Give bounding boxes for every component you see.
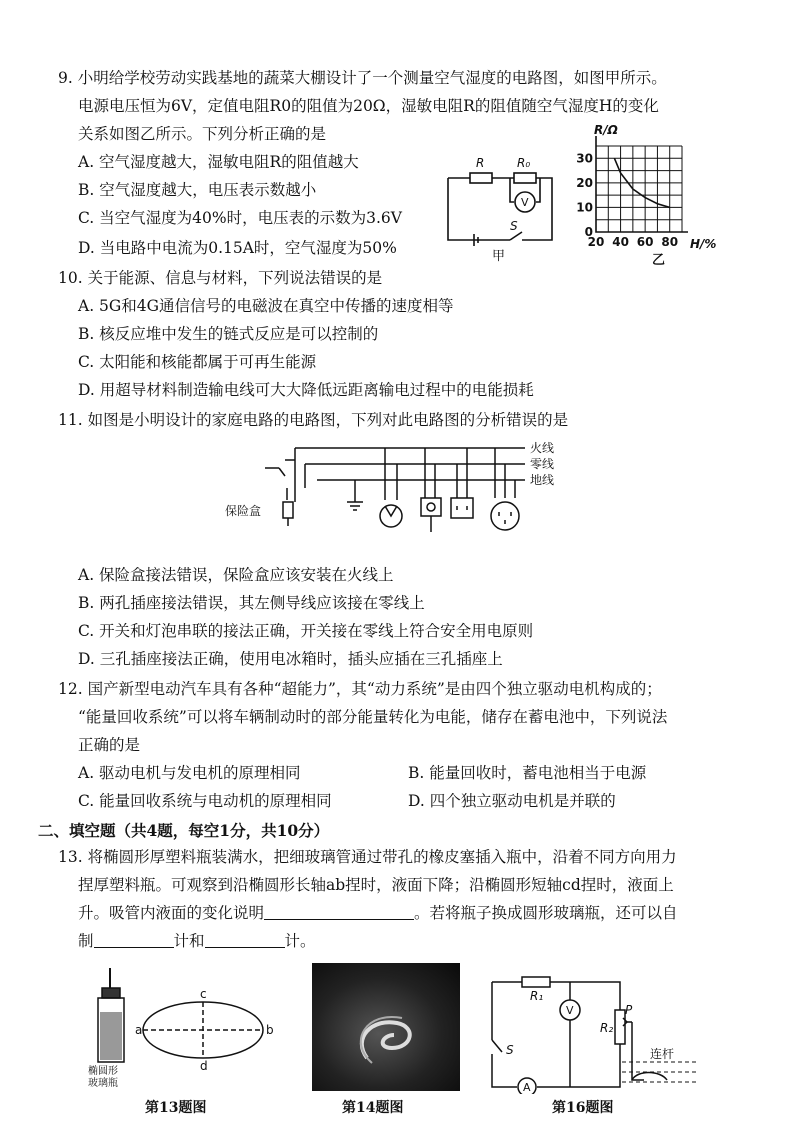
q11-option-b: B. 两孔插座接法错误，其左侧导线应该接在零线上 bbox=[78, 594, 425, 612]
x-tick-40: 40 bbox=[612, 235, 629, 249]
q10-option-d: D. 用超导材料制造输电线可大大降低远距离输电过程中的电能损耗 bbox=[78, 381, 534, 399]
float-icon bbox=[632, 1073, 667, 1081]
q9-circuit-figure bbox=[440, 150, 570, 265]
label-a: a bbox=[135, 1023, 143, 1037]
q9-option-a: A. 空气湿度越大，湿敏电阻R的阻值越大 bbox=[78, 153, 359, 171]
q9-line2: 电源电压恒为6V，定值电阻R0的阻值为20Ω，湿敏电阻R的阻值随空气湿度H的变化 bbox=[78, 97, 659, 115]
q9-option-d: D. 当电路中电流为0.15A时，空气湿度为50% bbox=[78, 239, 397, 257]
x-tick-20: 20 bbox=[587, 235, 605, 249]
q13-blank-1[interactable] bbox=[264, 904, 414, 920]
x-tick-60: 60 bbox=[636, 235, 654, 249]
label-r1: R₁ bbox=[530, 989, 544, 1003]
q11-option-c: C. 开关和灯泡串联的接法正确，开关接在零线上符合安全用电原则 bbox=[78, 622, 534, 640]
label-bottle-2: 玻璃瓶 bbox=[88, 1078, 118, 1089]
y-tick-30: 30 bbox=[576, 151, 593, 166]
q13-line3-text-a: 升。吸管内液面的变化说明 bbox=[78, 904, 265, 922]
label-r: R bbox=[476, 156, 485, 170]
q13-line3 bbox=[78, 903, 678, 923]
q12-line1: 12. 国产新型电动汽车具有各种“超能力”，其“动力系统”是由四个独立驱动电机构成的； bbox=[58, 680, 662, 698]
q11-option-d: D. 三孔插座接法正确，使用电冰箱时，插头应插在三孔插座上 bbox=[78, 650, 503, 668]
caption-fig14: 第14题图 bbox=[342, 1100, 404, 1116]
label-v: V bbox=[521, 196, 529, 209]
label-ground-wire: 地线 bbox=[530, 473, 555, 487]
label-v: V bbox=[566, 1004, 574, 1017]
label-bottle-1: 椭圆形 bbox=[88, 1066, 118, 1077]
caption-fig13: 第13题图 bbox=[145, 1100, 207, 1116]
resistor-r bbox=[470, 173, 492, 183]
caption-fig16: 第16题图 bbox=[552, 1100, 614, 1116]
rheostat-r2 bbox=[615, 1010, 625, 1044]
switch-left bbox=[265, 468, 285, 476]
section-2-heading: 二、填空题（共4题，每空1分，共10分） bbox=[38, 821, 330, 840]
y-tick-20: 20 bbox=[576, 175, 593, 190]
q11-stem: 11. 如图是小明设计的家庭电路的电路图，下列对此电路图的分析错误的是 bbox=[58, 411, 569, 429]
q10-option-a: A. 5G和4G通信信号的电磁波在真空中传播的速度相等 bbox=[78, 297, 454, 315]
three-pin-socket bbox=[491, 502, 519, 530]
x-tick-80: 80 bbox=[661, 235, 679, 249]
chart-axes bbox=[596, 136, 688, 232]
label-neutral-wire: 零线 bbox=[530, 457, 555, 471]
q13-line2: 捏厚塑料瓶。可观察到沿椭圆形长轴ab捏时，液面下降；沿椭圆形短轴cd捏时，液面上 bbox=[78, 876, 674, 894]
two-pin-socket bbox=[451, 498, 473, 518]
q9-line1: 9. 小明给学校劳动实践基地的蔬菜大棚设计了一个测量空气湿度的电路图，如图甲所示。 bbox=[58, 69, 667, 87]
q13-line4-text-a: 制 bbox=[78, 932, 94, 950]
q13-figure bbox=[88, 960, 278, 1095]
y-tick-0: 0 bbox=[584, 225, 593, 239]
q13-line4-text-c: 计。 bbox=[284, 932, 316, 950]
q9-chart-figure bbox=[572, 122, 722, 267]
label-s: S bbox=[506, 1043, 514, 1057]
ground-symbol bbox=[347, 480, 363, 510]
label-d: d bbox=[200, 1059, 208, 1073]
q10-option-b: B. 核反应堆中发生的链式反应是可以控制的 bbox=[78, 325, 379, 343]
label-s: S bbox=[510, 219, 518, 233]
q9-line3: 关系如图乙所示。下列分析正确的是 bbox=[78, 125, 327, 143]
label-fuse-box: 保险盒 bbox=[225, 504, 262, 518]
label-c: c bbox=[200, 987, 207, 1001]
q12-option-a: A. 驱动电机与发电机的原理相同 bbox=[78, 764, 301, 782]
y-tick-10: 10 bbox=[576, 200, 593, 215]
q13-blank-3[interactable] bbox=[205, 932, 285, 948]
q12-line3: 正确的是 bbox=[78, 736, 141, 754]
switch-s bbox=[492, 1040, 502, 1052]
resistor-r1 bbox=[522, 977, 550, 987]
label-rod: 连杆 bbox=[650, 1047, 675, 1061]
chart-ylabel: R/Ω bbox=[594, 123, 618, 137]
q14-photo-swirl bbox=[312, 963, 460, 1091]
q12-option-d: D. 四个独立驱动电机是并联的 bbox=[408, 792, 616, 810]
q10-option-c: C. 太阳能和核能都属于可再生能源 bbox=[78, 353, 317, 371]
q9-option-c: C. 当空气湿度为40%时，电压表的示数为3.6V bbox=[78, 209, 402, 227]
q11-option-a: A. 保险盒接法错误，保险盒应该安装在火线上 bbox=[78, 566, 394, 584]
q12-option-b: B. 能量回收时，蓄电池相当于电源 bbox=[408, 764, 647, 782]
caption-jia: 甲 bbox=[492, 249, 506, 264]
switch-box bbox=[421, 498, 441, 516]
q13-line4 bbox=[78, 931, 316, 951]
q13-blank-2[interactable] bbox=[94, 932, 174, 948]
q16-circuit-figure bbox=[482, 962, 702, 1094]
label-p: P bbox=[625, 1003, 633, 1017]
label-a: A bbox=[523, 1081, 531, 1094]
q13-line1: 13. 将椭圆形厚塑料瓶装满水，把细玻璃管通过带孔的橡皮塞插入瓶中，沿着不同方向用力 bbox=[58, 848, 677, 866]
q14-photo bbox=[312, 963, 460, 1091]
q12-line2: “能量回收系统”可以将车辆制动时的部分能量转化为电能，储存在蓄电池中，下列说法 bbox=[78, 708, 668, 726]
chart-caption: 乙 bbox=[652, 253, 666, 267]
label-r0: R₀ bbox=[517, 156, 531, 170]
q13-line3-text-b: 。若将瓶子换成圆形玻璃瓶，还可以自 bbox=[414, 904, 678, 922]
fuse-box bbox=[283, 502, 293, 518]
q12-option-c: C. 能量回收系统与电动机的原理相同 bbox=[78, 792, 332, 810]
label-b: b bbox=[266, 1023, 274, 1037]
q11-household-circuit bbox=[225, 440, 585, 558]
label-r2: R₂ bbox=[600, 1021, 614, 1035]
chart-xlabel: H/% bbox=[690, 237, 717, 251]
q10-stem: 10. 关于能源、信息与材料，下列说法错误的是 bbox=[58, 269, 383, 287]
label-live-wire: 火线 bbox=[530, 441, 555, 455]
resistor-r0 bbox=[514, 173, 536, 183]
q13-line4-text-b: 计和 bbox=[173, 932, 205, 950]
q9-option-b: B. 空气湿度越大，电压表示数越小 bbox=[78, 181, 317, 199]
